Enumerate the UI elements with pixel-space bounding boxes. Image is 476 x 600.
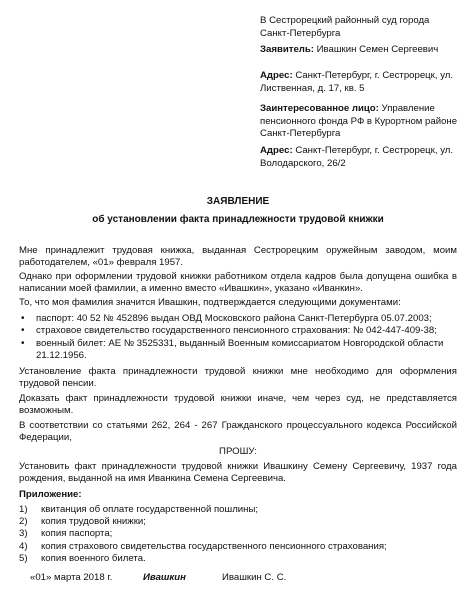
applicant-label: Заявитель — [260, 44, 311, 55]
paragraph-error — [19, 271, 457, 296]
list-item: 5) копия военного билета. — [19, 552, 146, 564]
applicant-address-block: Адрес: Санкт-Петербург, г. Сестрорецк, ул. Лиственная, д. 17, кв. 5 — [260, 70, 454, 94]
list-item: • паспорт: 40 52 № 452896 выдан ОВД Московского района Санкт-Петербурга 05.07.2003; — [21, 313, 432, 324]
list-item: 3) копия паспорта; — [19, 528, 113, 540]
applicant-address: Санкт-Петербург, г. Сестрорецк, ул. Лиственная, д. 17, кв. 5 — [260, 70, 454, 94]
interested-address-block: Адрес: Санкт-Петербург, г. Сестрорецк, ул. Володарского, 26/2 — [260, 145, 454, 169]
court-name: В Сестрорецкий районный суд города Санкт-Петербурга — [260, 15, 430, 39]
applicant-address-label: Адрес — [260, 70, 290, 81]
request-heading: ПРОШУ: — [219, 446, 257, 457]
applicant-name: Ивашкин Семен Сергеевич — [316, 44, 439, 55]
applicant-block: Заявитель: Ивашкин Семен Сергеевич — [260, 44, 439, 55]
bullet-icon: • — [21, 337, 25, 349]
signer-name: Ивашкин С. С. — [222, 572, 287, 583]
paragraph-request-text: Установить факт принадлежности трудовой книжки Ивашкину Семену Сергеевичу, 1937 года рождения, выданной на имя Иванкина Семена Сергеевича. — [19, 461, 457, 485]
court-addressee — [260, 15, 460, 40]
list-item: 1) квитанция об оплате государственной пошлины; — [19, 504, 259, 515]
paragraph-no-other-way — [19, 393, 457, 418]
list-item: • военный билет: АЕ № 3525331, выданный Военным комиссариатом Новгородской области 21.12.1956. — [21, 337, 444, 362]
interested-party-block: Заинтересованное лицо: Управление пенсионного фонда РФ в Курортном районе Санкт-Петербурга — [260, 103, 458, 140]
paragraph-error-text: Однако при оформлении трудовой книжки работником отдела кадров была допущена ошибка в написании моей фамилии, а именно вместо «Ивашкин», указано «Иванкин». — [19, 271, 457, 295]
paragraph-purpose-text: Установление факта принадлежности трудовой книжки мне необходимо для оформления трудовой пенсии. — [19, 366, 457, 390]
paragraph-legal-basis-text: В соответствии со статьями 262, 264 - 267 Гражданского процессуального кодекса Российской Федерации, — [19, 420, 457, 444]
paragraph-confirmation-text: То, что моя фамилия значится Ивашкин, подтверждается следующими документами: — [19, 297, 401, 308]
signature: Ивашкин — [143, 572, 186, 583]
paragraph-confirmation — [19, 297, 457, 309]
paragraph-purpose — [19, 366, 457, 391]
paragraph-request — [19, 461, 457, 486]
paragraph-legal-basis — [19, 420, 457, 445]
interested-address-label: Адрес — [260, 145, 290, 156]
attachments-list — [19, 504, 457, 565]
paragraph-ownership-text: Мне принадлежит трудовая книжка, выданная Сестрорецким оружейным заводом, моим работодателем, «01» февраля 1957. — [19, 245, 457, 269]
interested-party-label: Заинтересованное лицо — [260, 103, 376, 114]
attachments-label: Приложение: — [19, 489, 82, 500]
interested-address: Санкт-Петербург, г. Сестрорецк, ул. Володарского, 26/2 — [260, 145, 454, 169]
document-subtitle: об установлении факта принадлежности трудовой книжки — [92, 214, 384, 225]
paragraph-ownership — [19, 245, 457, 270]
interested-party: Управление пенсионного фонда РФ в Курортном районе Санкт-Петербурга — [260, 103, 458, 140]
documents-list — [20, 313, 456, 363]
list-item: 4) копия страхового свидетельства государственного пенсионного страхования; — [19, 540, 387, 552]
bullet-icon: • — [21, 313, 25, 324]
paragraph-no-other-way-text: Доказать факт принадлежности трудовой книжки иначе, чем через суд, не представляется возможным. — [19, 393, 457, 417]
document-title: ЗАЯВЛЕНИЕ — [206, 196, 270, 207]
signature-date: «01» марта 2018 г. — [30, 572, 113, 583]
list-item: • страховое свидетельство государственного пенсионного страхования: № 042-447-409-38; — [21, 325, 437, 337]
list-item: 2) копия трудовой книжки; — [19, 516, 146, 528]
bullet-icon: • — [21, 325, 25, 337]
